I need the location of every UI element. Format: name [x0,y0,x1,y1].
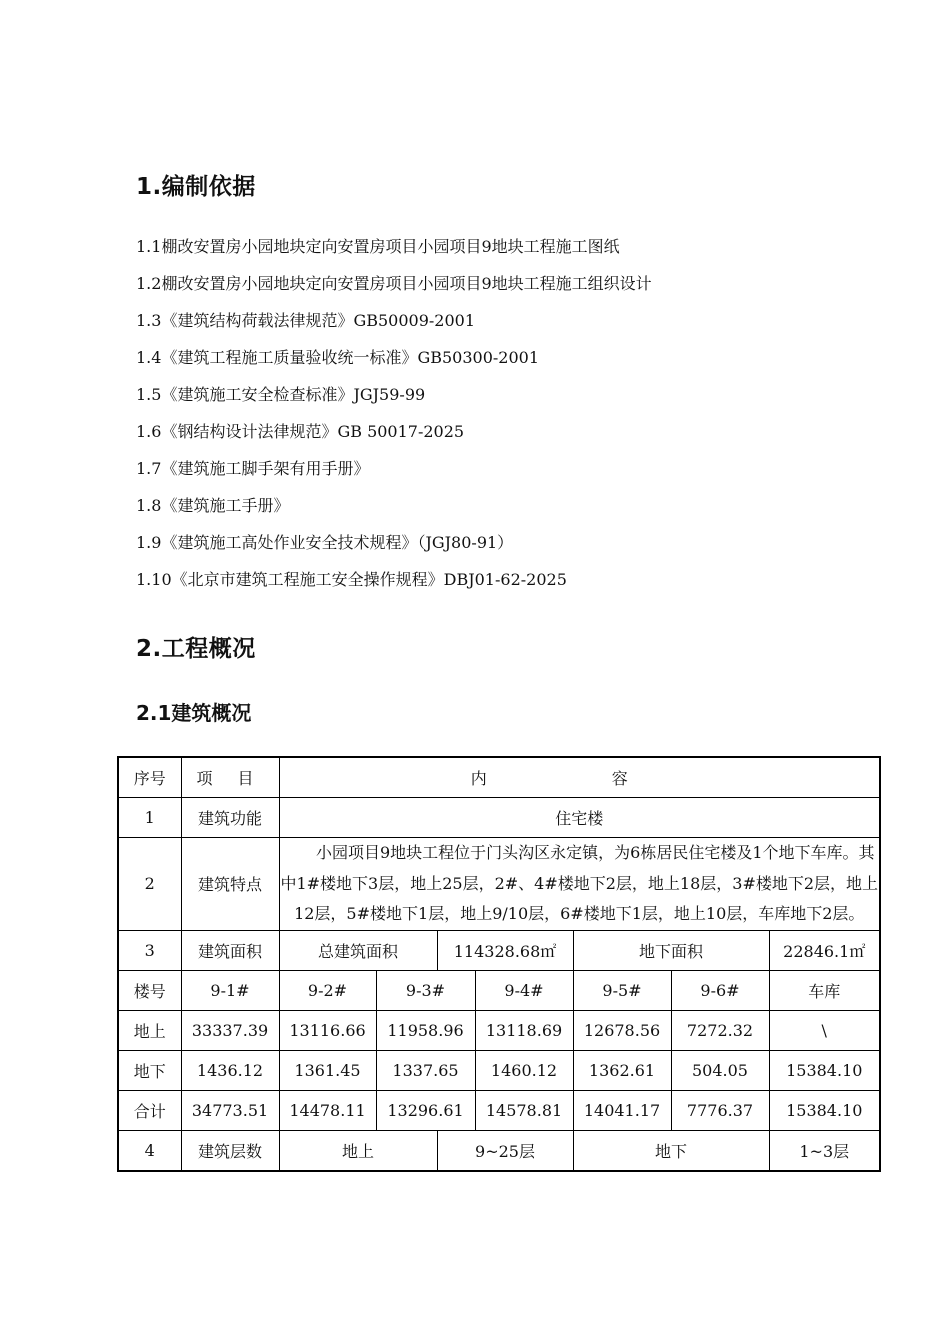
row-item: 建筑特点 [181,838,279,931]
row-item: 建筑面积 [181,930,279,970]
row-no: 1 [118,798,181,838]
area-row [118,970,880,1010]
underground-area-label: 地下面积 [573,930,769,970]
section-2-heading: 2.工程概况 [136,636,256,662]
area-cell: 7776.37 [671,1090,769,1130]
area-cell: 12678.56 [573,1010,671,1050]
area-cell: 15384.10 [769,1090,880,1130]
table-row [118,930,880,970]
area-cell: 13118.69 [475,1010,573,1050]
area-cell: 车库 [769,970,880,1010]
area-cell: 33337.39 [181,1010,279,1050]
area-cell: 13116.66 [279,1010,376,1050]
area-cell: 14041.17 [573,1090,671,1130]
header-no: 序号 [118,757,181,798]
floors-below-label: 地下 [573,1130,769,1171]
reference-item: 1.7《建筑施工脚手架有用手册》 [136,459,370,478]
reference-item: 1.10《北京市建筑工程施工安全操作规程》DBJ01-62-2025 [136,570,567,589]
row-no: 3 [118,930,181,970]
row-no: 2 [118,838,181,931]
area-cell: 504.05 [671,1050,769,1090]
total-area-value: 114328.68㎡ [437,930,573,970]
reference-item: 1.6《钢结构设计法律规范》GB 50017-2025 [136,422,465,441]
area-cell: 9-4# [475,970,573,1010]
table-row [118,838,880,931]
area-cell: 9-2# [279,970,376,1010]
area-row [118,1010,880,1050]
reference-item: 1.9《建筑施工高处作业安全技术规程》（JGJ80-91） [136,533,514,552]
table-row [118,798,880,838]
table-header-row [118,757,880,798]
area-cell: 地下 [118,1050,181,1090]
area-cell: 11958.96 [376,1010,475,1050]
area-cell: 9-3# [376,970,475,1010]
area-cell: 9-1# [181,970,279,1010]
area-row [118,1050,880,1090]
area-cell: 34773.51 [181,1090,279,1130]
area-cell: 楼号 [118,970,181,1010]
row-no: 4 [118,1130,181,1171]
floors-above-label: 地上 [279,1130,437,1171]
row-content [279,838,880,931]
section-1-heading: 1.编制依据 [136,174,256,200]
building-overview-table [117,756,881,1172]
header-item: 项 目 [181,757,279,798]
section-2-1-heading: 2.1建筑概况 [136,701,252,725]
area-cell: 地上 [118,1010,181,1050]
area-cell: 1460.12 [475,1050,573,1090]
area-cell: 1362.61 [573,1050,671,1090]
area-cell: 合计 [118,1090,181,1130]
floors-below-value: 1~3层 [769,1130,880,1171]
reference-item: 1.8《建筑施工手册》 [136,496,290,515]
building-features-text: 小园项目9地块工程位于门头沟区永定镇，为6栋居民住宅楼及1个地下车库。其中1#楼地下3层，地上25层，2#、4#楼地下2层，地上18层，3#楼地下2层，地上12层，5#楼地下1层，地上9/10层，6#楼地下1层，地上10层，车库地下2层。 [280,843,879,923]
table-row [118,1130,880,1171]
area-cell: \ [769,1010,880,1050]
underground-area-value: 22846.1㎡ [769,930,880,970]
reference-list [136,228,652,598]
area-cell: 9-6# [671,970,769,1010]
area-cell: 13296.61 [376,1090,475,1130]
area-cell: 1361.45 [279,1050,376,1090]
reference-item: 1.4《建筑工程施工质量验收统一标准》GB50300-2001 [136,348,540,367]
row-content: 住宅楼 [279,798,880,838]
reference-item: 1.2棚改安置房小园地块定向安置房项目小园项目9地块工程施工组织设计 [136,274,652,293]
area-cell: 9-5# [573,970,671,1010]
row-item: 建筑层数 [181,1130,279,1171]
area-cell: 14578.81 [475,1090,573,1130]
area-cell: 1436.12 [181,1050,279,1090]
total-area-label: 总建筑面积 [279,930,437,970]
area-cell: 1337.65 [376,1050,475,1090]
reference-item: 1.1棚改安置房小园地块定向安置房项目小园项目9地块工程施工图纸 [136,237,620,256]
area-row [118,1090,880,1130]
row-item: 建筑功能 [181,798,279,838]
area-cell: 7272.32 [671,1010,769,1050]
reference-item: 1.3《建筑结构荷载法律规范》GB50009-2001 [136,311,476,330]
area-cell: 14478.11 [279,1090,376,1130]
floors-above-value: 9~25层 [437,1130,573,1171]
area-cell: 15384.10 [769,1050,880,1090]
reference-item: 1.5《建筑施工安全检查标准》JGJ59-99 [136,385,426,404]
header-content: 内 容 [279,757,880,798]
